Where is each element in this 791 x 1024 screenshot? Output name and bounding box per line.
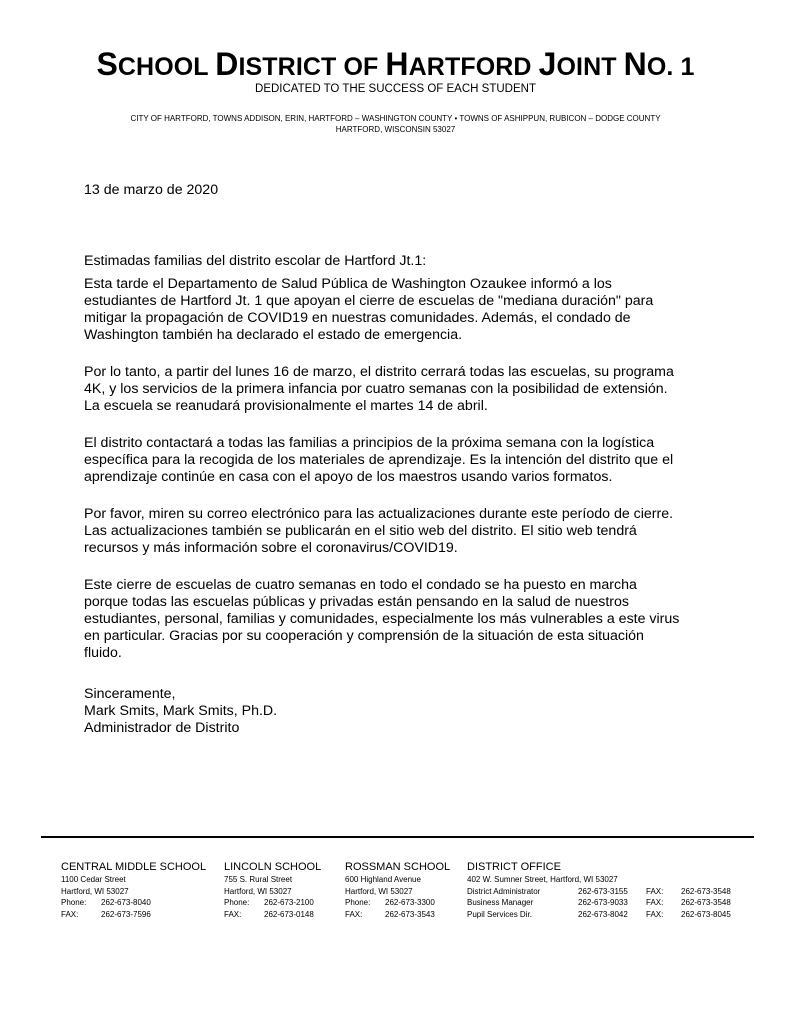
- office-contact-row: Business Manager 262-673-9033 FAX: 262-673-3548: [467, 898, 731, 907]
- paragraph-line: Este cierre de escuelas de cuatro semanas en todo el condado se ha puesto en marcha: [84, 577, 637, 593]
- school-phone: Phone: 262-673-2100: [224, 898, 314, 907]
- office-contact-row: District Administrator 262-673-3155 FAX: 262-673-3548: [467, 886, 731, 896]
- letter-paragraph-2: [84, 364, 744, 415]
- paragraph-line: recursos y más información sobre el coronavirus/COVID19.: [84, 540, 458, 556]
- paragraph-line: El distrito contactará a todas las familias a principios de la próxima semana con la logística: [84, 435, 655, 451]
- closing-phrase: Sinceramente,: [84, 686, 176, 702]
- letter-date: 13 de marzo de 2020: [84, 182, 219, 199]
- paragraph-line: Washington también ha declarado el estado de emergencia.: [84, 327, 463, 343]
- district-motto: DEDICATED TO THE SUCCESS OF EACH STUDENT: [255, 83, 536, 95]
- school-fax: FAX: 262-673-3543: [345, 909, 435, 919]
- school-fax: FAX: 262-673-0148: [224, 909, 314, 919]
- office-name: DISTRICT OFFICE: [467, 861, 561, 873]
- district-title: SCHOOL DISTRICT OF HARTFORD JOINT NO. 1: [96, 46, 695, 82]
- paragraph-line: 4K, y los servicios de la primera infancia por cuatro semanas con la posibilidad de extensión.: [84, 381, 668, 397]
- school-phone: Phone: 262-673-3300: [345, 898, 435, 907]
- address-line-2: HARTFORD, WISCONSIN 53027: [335, 125, 456, 134]
- footer-district-office: [467, 861, 731, 920]
- school-city: Hartford, WI 53027: [345, 886, 413, 896]
- school-city: Hartford, WI 53027: [224, 886, 292, 896]
- district-address: [0, 113, 791, 135]
- letter-paragraph-5: [84, 577, 744, 662]
- school-phone: Phone: 262-673-8040: [61, 898, 151, 907]
- letter-paragraph-3: [84, 435, 744, 486]
- school-fax: FAX: 262-673-7596: [61, 909, 151, 919]
- paragraph-line: específica para la recogida de los materiales de aprendizaje. Es la intención del distrito que el: [84, 452, 674, 468]
- address-line-1: CITY OF HARTFORD, TOWNS ADDISON, ERIN, HARTFORD – WASHINGTON COUNTY • TOWNS OF ASHIPPUN, RUBICON – DODGE COUNTY: [130, 114, 661, 123]
- paragraph-line: porque todas las escuelas públicas y privadas están pensando en la salud de nuestros: [84, 594, 629, 610]
- footer-lincoln-school: [224, 861, 321, 920]
- letter-paragraph-4: [84, 506, 744, 557]
- paragraph-line: La escuela se reanudará provisionalmente el martes 14 de abril.: [84, 398, 488, 414]
- paragraph-line: mitigar la propagación de COVID19 en nuestras comunidades. Además, el condado de: [84, 310, 631, 326]
- letter-salutation: Estimadas familias del distrito escolar de Hartford Jt.1:: [84, 253, 427, 270]
- paragraph-line: estudiantes, personal, familias y comunidades, especialmente los más vulnerables a este virus: [84, 611, 680, 627]
- school-name: LINCOLN SCHOOL: [224, 861, 322, 873]
- paragraph-line: estudiantes de Hartford Jt. 1 que apoyan el cierre de escuelas de "mediana duración" para: [84, 293, 654, 309]
- paragraph-line: en particular. Gracias por su cooperación y comprensión de la situación de esta situación: [84, 628, 644, 644]
- signer-title: Administrador de Distrito: [84, 720, 240, 736]
- office-contact-row: Pupil Services Dir. 262-673-8042 FAX: 262-673-8045: [467, 909, 731, 919]
- letter-closing: [84, 686, 744, 737]
- footer-rossman-school: [345, 861, 450, 920]
- paragraph-line: Esta tarde el Departamento de Salud Pública de Washington Ozaukee informó a los: [84, 276, 612, 292]
- paragraph-line: Por favor, miren su correo electrónico para las actualizaciones durante este período de cierre.: [84, 506, 674, 522]
- footer-divider: [41, 836, 754, 838]
- paragraph-line: aprendizaje continúe en casa con el apoyo de los maestros usando varios formatos.: [84, 469, 613, 485]
- letter-paragraph-1: [84, 276, 744, 344]
- paragraph-line: Las actualizaciones también se publicarán en el sitio web del distrito. El sitio web tendrá: [84, 523, 637, 539]
- paragraph-line: Por lo tanto, a partir del lunes 16 de marzo, el distrito cerrará todas las escuelas, su programa: [84, 364, 674, 380]
- school-city: Hartford, WI 53027: [61, 886, 129, 896]
- footer-central-middle-school: [61, 861, 206, 920]
- school-street: 1100 Cedar Street: [61, 875, 126, 884]
- school-street: 755 S. Rural Street: [224, 875, 293, 884]
- signer-name: Mark Smits, Mark Smits, Ph.D.: [84, 703, 278, 719]
- school-street: 600 Highland Avenue: [345, 875, 421, 884]
- paragraph-line: fluido.: [84, 645, 122, 661]
- school-name: CENTRAL MIDDLE SCHOOL: [61, 861, 207, 873]
- office-address: 402 W. Sumner Street, Hartford, WI 53027: [467, 875, 618, 884]
- school-name: ROSSMAN SCHOOL: [345, 861, 451, 873]
